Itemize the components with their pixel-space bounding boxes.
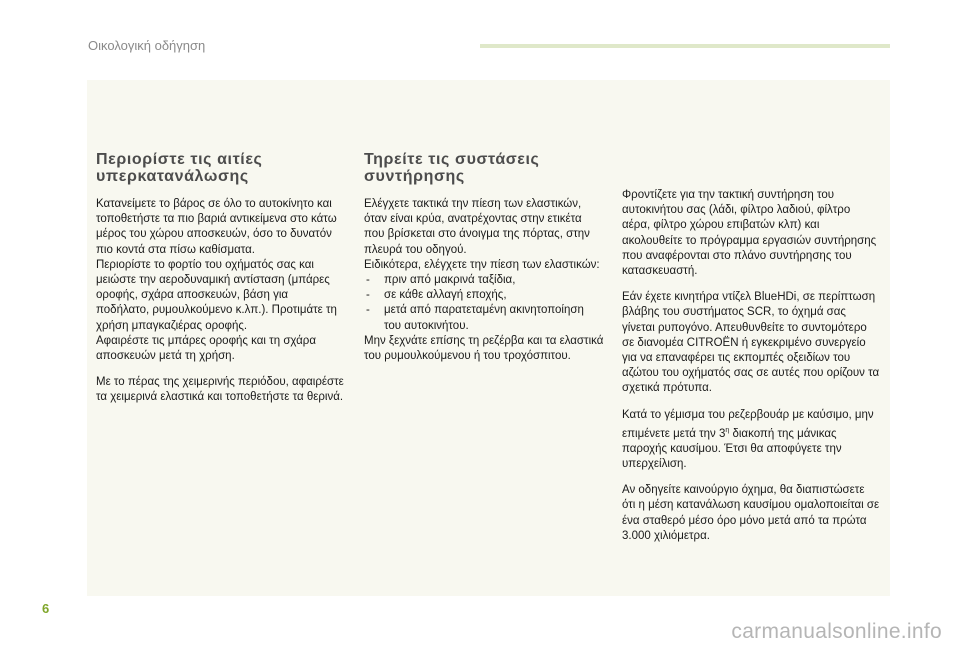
column-maintenance: [364, 151, 604, 364]
refuel-text: Κατά το γέμισμα του ρεζερβουάρ με καύσιμο, μην επιμένετε μετά την 3: [622, 408, 874, 440]
section-title: Οικολογική οδήγηση: [88, 38, 206, 53]
paragraph: [96, 197, 344, 364]
list-item: - μετά από παρατεταμένη ακινητοποίηση του αυτοκινήτου.: [364, 303, 604, 333]
tyre-pressure-lead: Ειδικότερα, ελέγχετε την πίεση των ελαστικών:: [364, 258, 600, 271]
paragraph-refuel: [622, 408, 880, 473]
heading-maintenance: Τηρείτε τις συστάσεις συντήρησης: [364, 151, 540, 185]
page-number: 6: [42, 601, 50, 616]
column-service: [622, 188, 880, 555]
paragraph-line: Αφαιρέστε τις μπάρες οροφής και τη σχάρα αποσκευών μετά τη χρήση.: [96, 334, 316, 363]
paragraph-bluehdi: Εάν έχετε κινητήρα ντίζελ BlueHDi, σε περίπτωση βλάβης του συστήματος SCR, το όχημά σας γίνεται ρυπογόνο. Απευθυνθείτε το συντομότερο σε διανομέα CITROËN ή εγκεκριμένο συνεργείο για να επαναφέρει τις εκπομπές οξειδίων του αζώτου του οχήματός σας σε αυτές που ορίζουν τα σχετικά πρότυπα.: [622, 291, 880, 395]
paragraph-winter-tyres: Με το πέρας της χειμερινής περιόδου, αφαιρέστε τα χειμερινά ελαστικά και τοποθετήστε τα θερινά.: [96, 376, 344, 404]
paragraph-line: Περιορίστε το φορτίο του οχήματός σας και μειώστε την αεροδυναμική αντίσταση (μπάρες οροφής, σχάρα αποσκευών, βάση για ποδήλατο, ρυμουλκούμενο κ.λπ.). Προτιμάτε τη χρήση μπαγκαζιέρας οροφής.: [96, 258, 337, 332]
spare-tyre-note: Μην ξεχνάτε επίσης τη ρεζέρβα και τα ελαστικά του ρυμουλκούμενου ή του τροχόσπιτου.: [364, 334, 604, 363]
tyre-pressure-intro: Ελέγχετε τακτικά την πίεση των ελαστικών, όταν είναι κρύα, ανατρέχοντας στην ετικέτα που βρίσκεται στο άνοιγμα της πόρτας, στην πλευρά του οδηγού.: [364, 198, 590, 256]
heading-overconsumption: Περιορίστε τις αιτίες υπερκατανάλωσης: [96, 151, 263, 185]
list-item: - πριν από μακρινά ταξίδια,: [364, 273, 604, 288]
column-consumption: [96, 151, 344, 417]
paragraph-service: Φροντίζετε για την τακτική συντήρηση του αυτοκινήτου σας (λάδι, φίλτρο λαδιού, φίλτρο αέρα, φίλτρο χώρου επιβατών κλπ) και ακολουθείτε το πρόγραμμα εργασιών συντήρησης που αναφέρονται στο πλάνο συντήρησης του κατασκευαστή.: [622, 189, 877, 278]
refuel-text-2: διακοπή της μάνικας παροχής καυσίμου. Έτσι θα αποφύγετε την υπερχείλιση.: [622, 427, 842, 471]
paragraph-line: Κατανείμετε το βάρος σε όλο το αυτοκίνητο και τοποθετήστε τα πιο βαριά αντικείμενα στο κάτω μέρος του χώρου αποσκευών, όσο το δυνατόν πιο κοντά στα πίσω καθίσματα.: [96, 198, 337, 256]
paragraph-new-vehicle: Αν οδηγείτε καινούργιο όχημα, θα διαπιστώσετε ότι η μέση κατανάλωση καυσίμου ομαλοποιείται σε ένα σταθερό μέσο όρο μόνο μετά από τα πρώτα 3.000 χιλιόμετρα.: [622, 484, 880, 542]
tyre-check-list: [364, 273, 604, 334]
header-accent-bar: [480, 44, 890, 48]
watermark: carmanualsonline.info: [731, 620, 942, 643]
ordinal-sup: η: [725, 426, 730, 434]
list-item: - σε κάθε αλλαγή εποχής,: [364, 288, 604, 303]
